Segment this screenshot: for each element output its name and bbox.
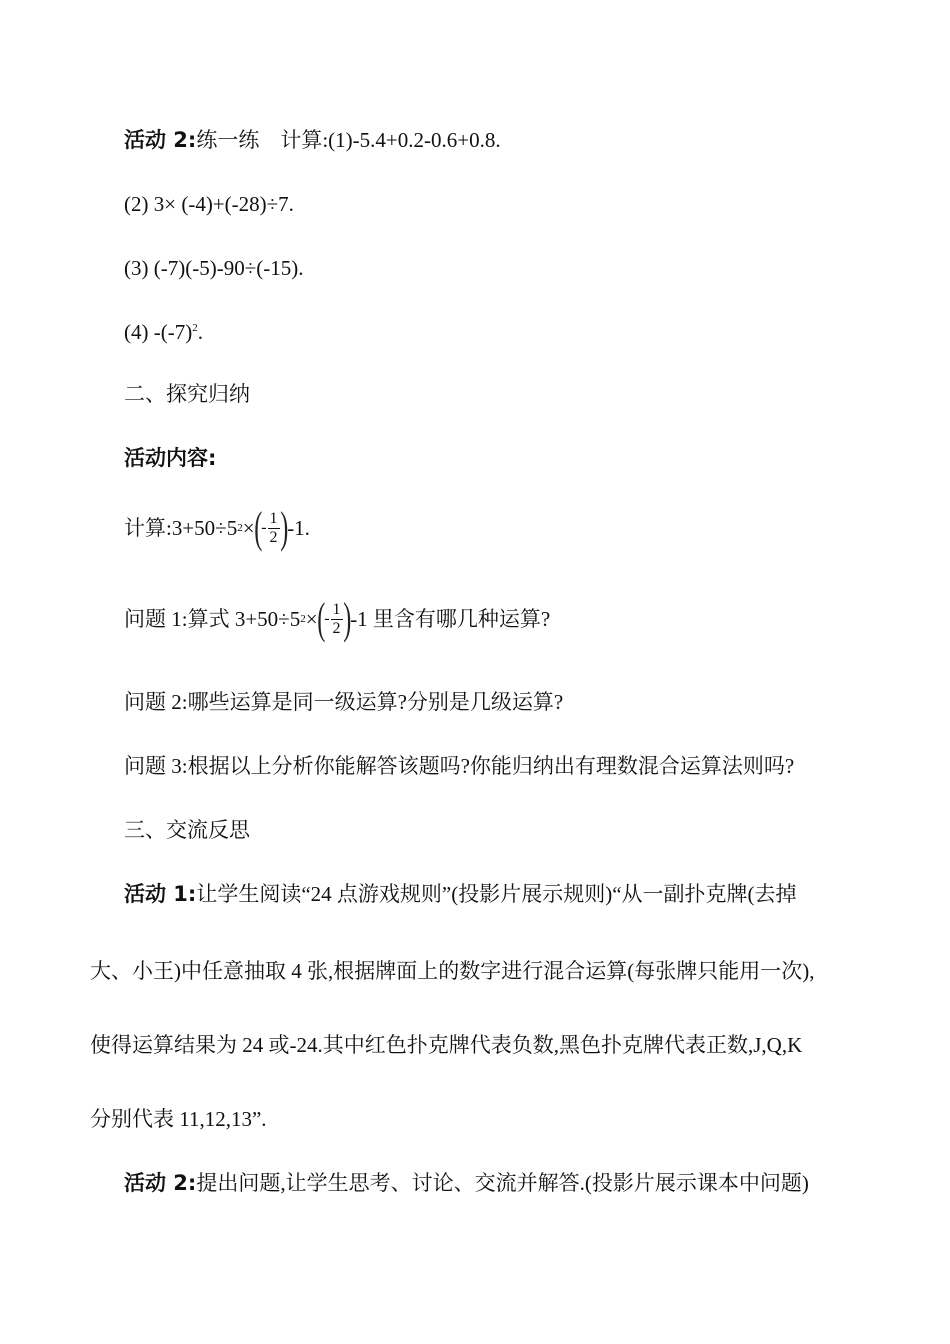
exercise-4-base: (4) -(-7) <box>124 320 193 344</box>
activity-content-label: 活动内容: <box>124 446 217 470</box>
fraction-numerator: 1 <box>332 600 341 618</box>
activity-label: 活动 2: <box>124 128 197 152</box>
activity-2-discuss <box>124 1169 809 1197</box>
section-heading-explore: 二、探究归纳 <box>124 382 250 406</box>
rules-line-2: 大、小王)中任意抽取 4 张,根据牌面上的数字进行混合运算(每张牌只能用一次), <box>90 959 815 983</box>
question-2: 问题 2:哪些运算是同一级运算?分别是几级运算? <box>124 690 564 714</box>
exercise-4 <box>124 318 203 346</box>
compute-expr-start: 计算:3+50÷5 <box>124 516 238 540</box>
fraction-sign: - <box>261 519 267 536</box>
left-paren: ( <box>316 594 325 643</box>
question-3: 问题 3:根据以上分析你能解答该题吗?你能归纳出有理数混合运算法则吗? <box>124 754 795 778</box>
activity-text: 让学生阅读“24 点游戏规则”(投影片展示规则)“从一副扑克牌(去掉 <box>196 882 797 906</box>
activity-2-practice <box>124 126 501 154</box>
left-paren: ( <box>253 503 262 552</box>
fraction-one-half <box>331 601 343 638</box>
exercise-2: (2) 3× (-4)+(-28)÷7. <box>124 192 294 216</box>
fraction-sign: - <box>324 610 330 627</box>
fraction-denominator: 2 <box>332 619 341 637</box>
activity-text: 提出问题,让学生思考、讨论、交流并解答.(投影片展示课本中问题) <box>196 1171 809 1195</box>
question-1-start: 问题 1:算式 3+50÷5 <box>124 607 301 631</box>
activity-1-rules <box>124 880 797 908</box>
activity-text: 练一练 计算:(1)-5.4+0.2-0.6+0.8. <box>196 128 501 152</box>
activity-label: 活动 1: <box>124 882 197 906</box>
activity-label: 活动 2: <box>124 1171 197 1195</box>
compute-expression: 计算:3+50÷5 2 × ( - $\frac{1}{2}$ ) -1. <box>124 503 310 552</box>
exercise-4-exponent: 2 <box>192 322 198 334</box>
compute-times: × <box>242 516 255 540</box>
fraction-numerator: 1 <box>269 509 278 527</box>
compute-expr-end: -1. <box>287 516 310 540</box>
rules-line-3: 使得运算结果为 24 或-24.其中红色扑克牌代表负数,黑色扑克牌代表正数,J,Q,K <box>90 1033 803 1057</box>
right-paren: ) <box>342 594 351 643</box>
question-1: 问题 1:算式 3+50÷5 2 × ( - $\frac{1}{2}$ ) -1 里含有哪几种运算? <box>124 594 551 643</box>
section-heading-reflect: 三、交流反思 <box>124 818 250 842</box>
fraction-one-half <box>268 510 280 547</box>
rules-line-4: 分别代表 11,12,13”. <box>90 1107 267 1131</box>
question-1-end: -1 里含有哪几种运算? <box>350 607 551 631</box>
right-paren: ) <box>279 503 288 552</box>
exercise-4-end: . <box>197 320 203 344</box>
exercise-3: (3) (-7)(-5)-90÷(-15). <box>124 256 304 280</box>
fraction-denominator: 2 <box>269 528 278 546</box>
question-1-times: × <box>305 607 318 631</box>
